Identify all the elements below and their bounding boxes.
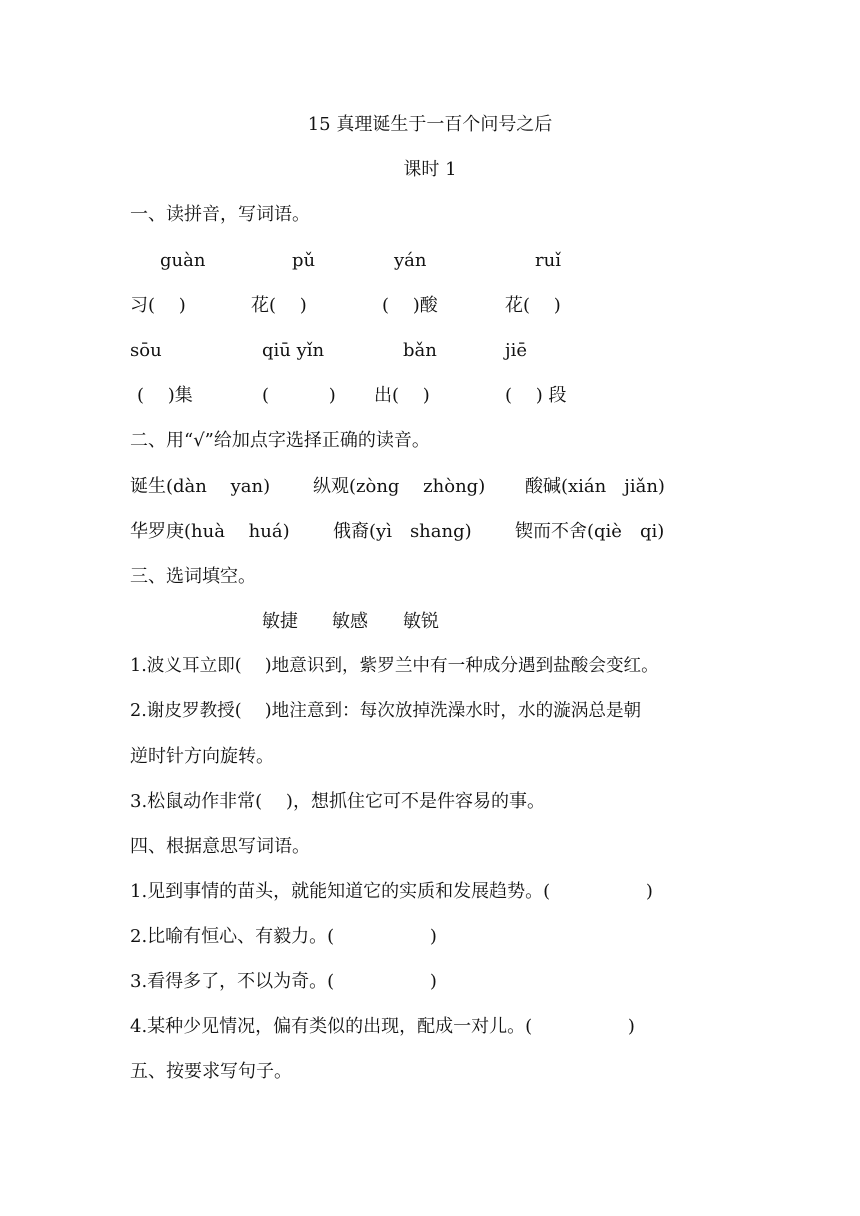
word-blank-5: ( )集 bbox=[137, 385, 193, 406]
meaning-question-3: 3.看得多了，不以为奇。( ) bbox=[130, 971, 437, 992]
pinyin-yan: yán bbox=[394, 250, 427, 271]
fill-question-3: 3.松鼠动作非常( )，想抓住它可不是件容易的事。 bbox=[130, 791, 545, 812]
word-blank-8: ( ) 段 bbox=[505, 385, 567, 406]
reading-item-4: 华罗庚(huà huá) bbox=[130, 521, 290, 542]
section4-heading: 四、根据意思写词语。 bbox=[130, 836, 310, 857]
section2-heading: 二、用“√”给加点字选择正确的读音。 bbox=[130, 430, 430, 451]
meaning-question-4: 4.某种少见情况，偏有类似的出现，配成一对儿。( ) bbox=[130, 1016, 635, 1037]
reading-item-5: 俄裔(yì shang) bbox=[333, 521, 472, 542]
pinyin-jie: jiē bbox=[505, 340, 527, 361]
section5-heading: 五、按要求写句子。 bbox=[130, 1061, 292, 1082]
section3-heading: 三、选词填空。 bbox=[130, 566, 256, 587]
page-title: 15 真理诞生于一百个问号之后 bbox=[307, 114, 553, 135]
fill-question-2-line2: 逆时针方向旋转。 bbox=[130, 746, 274, 767]
reading-item-2: 纵观(zòng zhòng) bbox=[313, 476, 486, 497]
meaning-question-2: 2.比喻有恒心、有毅力。( ) bbox=[130, 926, 437, 947]
word-blank-4: 花( ) bbox=[505, 295, 561, 316]
pinyin-pu: pǔ bbox=[292, 250, 316, 271]
reading-item-1: 诞生(dàn yan) bbox=[130, 476, 271, 497]
option-word-3: 敏锐 bbox=[403, 611, 439, 632]
pinyin-rui: ruǐ bbox=[535, 250, 561, 271]
word-blank-1: 习( ) bbox=[130, 295, 186, 316]
reading-item-6: 锲而不舍(qiè qi) bbox=[515, 521, 665, 542]
meaning-question-1: 1.见到事情的苗头，就能知道它的实质和发展趋势。( ) bbox=[130, 881, 653, 902]
pinyin-ban: bǎn bbox=[403, 340, 437, 361]
lesson-subtitle: 课时 1 bbox=[403, 159, 457, 180]
pinyin-qiuyin: qiū yǐn bbox=[262, 340, 325, 361]
option-word-1: 敏捷 bbox=[262, 611, 298, 632]
section1-heading: 一、读拼音，写词语。 bbox=[130, 204, 310, 225]
pinyin-guan: guàn bbox=[160, 250, 206, 271]
word-blank-3: ( )酸 bbox=[382, 295, 438, 316]
fill-question-1: 1.波义耳立即( )地意识到，紫罗兰中有一种成分遇到盐酸会变红。 bbox=[130, 656, 659, 676]
word-blank-7: 出( ) bbox=[374, 385, 430, 406]
word-blank-2: 花( ) bbox=[251, 295, 307, 316]
pinyin-sou: sōu bbox=[130, 340, 162, 361]
fill-question-2-line1: 2.谢皮罗教授( )地注意到：每次放掉洗澡水时，水的漩涡总是朝 bbox=[130, 701, 642, 721]
reading-item-3: 酸碱(xián jiǎn) bbox=[525, 476, 665, 497]
option-word-2: 敏感 bbox=[332, 611, 368, 632]
word-blank-6: ( ) bbox=[262, 385, 336, 406]
